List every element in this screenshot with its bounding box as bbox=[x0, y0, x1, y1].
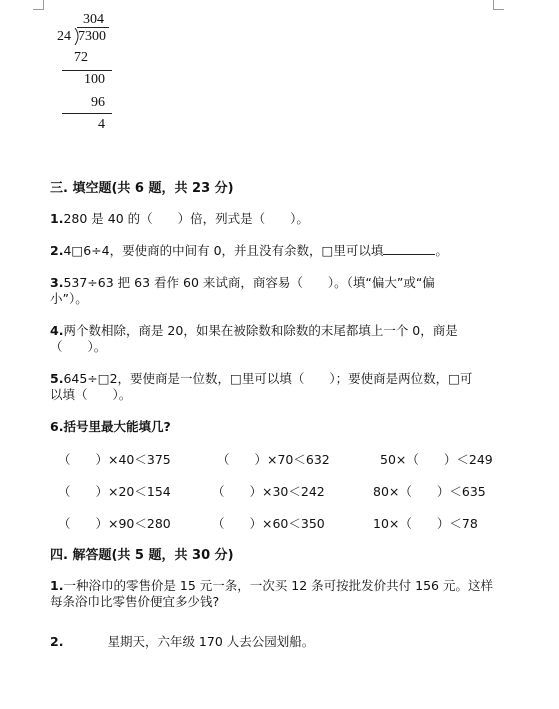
dividend: 7300 bbox=[78, 29, 106, 44]
grid-cell: （ ）×40＜375 bbox=[58, 452, 171, 467]
grid-cell: （ ）×70＜632 bbox=[217, 452, 330, 467]
question-number: 1. bbox=[50, 578, 64, 593]
step2-partial: 100 bbox=[84, 72, 105, 87]
grid-cell: （ ）×20＜154 bbox=[58, 484, 171, 499]
question-number: 1. bbox=[50, 211, 64, 226]
section3-heading: 三. 填空题(共 6 题，共 23 分) bbox=[50, 181, 234, 196]
question-text: 280 是 40 的（ ）倍，列式是（ ）。 bbox=[63, 211, 309, 226]
question-number: 2. bbox=[50, 243, 64, 258]
question-text: 括号里最大能填几? bbox=[63, 419, 171, 434]
section4-heading: 四. 解答题(共 5 题，共 30 分) bbox=[50, 548, 234, 563]
divisor: 24 bbox=[57, 29, 71, 44]
question-3-1 bbox=[50, 209, 309, 227]
step1-rule bbox=[62, 70, 112, 71]
question-number: 4. bbox=[50, 323, 64, 338]
question-text: 星期天，六年级 170 人去公园划船。 bbox=[107, 634, 315, 649]
question-3-6 bbox=[50, 417, 171, 435]
question-3-2 bbox=[50, 241, 448, 259]
question-text: 645÷□2，要使商是一位数，□里可以填（ ）；要使商是两位数，□可 bbox=[63, 371, 473, 386]
question-number: 6. bbox=[50, 419, 64, 434]
question-number: 5. bbox=[50, 371, 64, 386]
question-text: 4□6÷4，要使商的中间有 0，并且没有余数，□里可以填 bbox=[63, 243, 384, 258]
question-4-2 bbox=[50, 632, 314, 650]
question-3-4-line2: （ ）。 bbox=[50, 339, 107, 354]
step2-product: 96 bbox=[91, 95, 105, 110]
question-text: 两个数相除，商是 20，如果在被除数和除数的末尾都填上一个 0，商是 bbox=[63, 323, 458, 338]
question-3-3 bbox=[50, 273, 435, 291]
page-corner-mark-left bbox=[33, 0, 44, 10]
quotient: 304 bbox=[83, 12, 104, 27]
question-text-end: 。 bbox=[435, 243, 448, 258]
question-number: 2. bbox=[50, 634, 64, 649]
grid-cell: 80×（ ）＜635 bbox=[373, 484, 486, 499]
question-text: 537÷63 把 63 看作 60 来试商，商容易（ ）。（填“偏大”或“偏 bbox=[63, 275, 435, 290]
step1-product: 72 bbox=[74, 50, 88, 65]
grid-cell: 10×（ ）＜78 bbox=[373, 516, 478, 531]
grid-cell: 50×（ ）＜249 bbox=[380, 452, 493, 467]
grid-cell: （ ）×90＜280 bbox=[58, 516, 171, 531]
question-3-3-line2: 小”）。 bbox=[50, 291, 88, 306]
grid-cell: （ ）×60＜350 bbox=[212, 516, 325, 531]
question-3-5-line2: 以填（ ）。 bbox=[50, 387, 132, 402]
page-corner-mark-right bbox=[493, 0, 504, 10]
question-number: 3. bbox=[50, 275, 64, 290]
step2-rule bbox=[62, 113, 112, 114]
remainder: 4 bbox=[98, 117, 105, 132]
answer-blank[interactable] bbox=[383, 242, 435, 255]
grid-cell: （ ）×30＜242 bbox=[212, 484, 325, 499]
question-text: 一种浴巾的零售价是 15 元一条，一次买 12 条可按批发价共付 156 元。这样 bbox=[63, 578, 493, 593]
question-4-1-line2: 每条浴巾比零售价便宜多少钱? bbox=[50, 594, 220, 609]
question-3-4 bbox=[50, 321, 458, 339]
